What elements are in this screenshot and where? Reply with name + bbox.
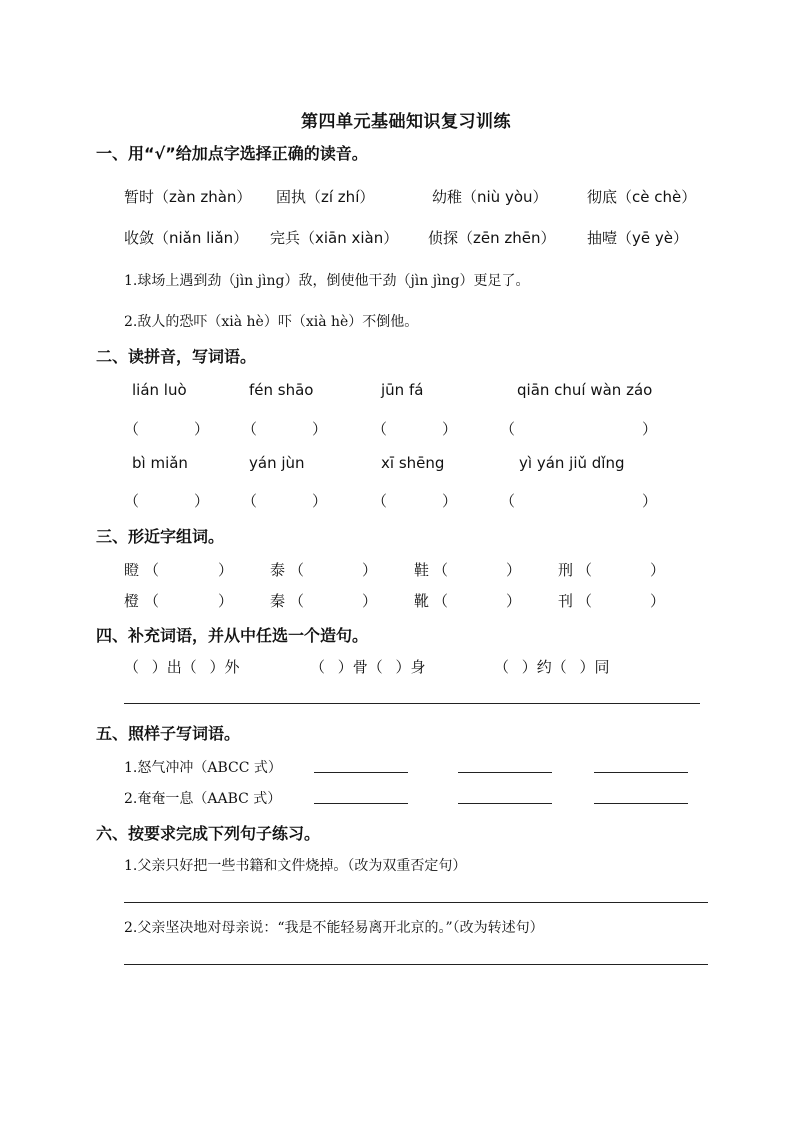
answer-close[interactable]: ） — [442, 492, 458, 510]
idiom-blank[interactable]: （ ）出（ ）外 — [124, 658, 240, 676]
answer-line[interactable] — [458, 772, 552, 773]
answer-line[interactable] — [124, 902, 708, 903]
pinyin: xī shēng — [381, 454, 445, 472]
answer-close[interactable]: ） — [312, 420, 328, 438]
s1-item: 固执（zí zhí） — [276, 188, 375, 206]
answer-close[interactable]: ） — [642, 420, 658, 438]
answer-open: （ — [500, 492, 516, 510]
answer-open: （ — [433, 592, 449, 610]
section-5-heading: 五、照样子写词语。 — [96, 724, 241, 743]
answer-open: （ — [242, 420, 258, 438]
answer-close[interactable]: ） — [442, 420, 458, 438]
s1-item: 收敛（niǎn liǎn） — [124, 229, 249, 247]
section-3-heading: 三、形近字组词。 — [96, 527, 225, 546]
answer-line[interactable] — [594, 772, 688, 773]
pinyin: qiān chuí wàn záo — [517, 381, 653, 399]
similar-char: 靴 — [414, 592, 430, 610]
s1-item: 抽噎（yē yè） — [587, 229, 688, 247]
section-2-heading: 二、读拼音，写词语。 — [96, 347, 257, 366]
answer-close[interactable]: ） — [642, 492, 658, 510]
answer-close[interactable]: ） — [362, 592, 378, 610]
s6-question-2: 2.父亲坚决地对母亲说：“我是不能轻易离开北京的。”（改为转述句） — [124, 920, 544, 936]
section-4-heading: 四、补充词语，并从中任选一个造句。 — [96, 626, 369, 645]
s1-item: 侦探（zēn zhēn） — [428, 229, 556, 247]
answer-close[interactable]: ） — [218, 561, 234, 579]
s5-question-1: 1.怒气冲冲（ABCC 式） — [124, 760, 282, 776]
answer-open: （ — [144, 592, 160, 610]
answer-close[interactable]: ） — [362, 561, 378, 579]
answer-open: （ — [577, 592, 593, 610]
idiom-blank[interactable]: （ ）约（ ）同 — [494, 658, 610, 676]
s1-question-2: 2.敌人的恐吓（xià hè）吓（xià hè）不倒他。 — [124, 314, 419, 330]
answer-close[interactable]: ） — [194, 492, 210, 510]
answer-open: （ — [500, 420, 516, 438]
s1-item: 暂时（zàn zhàn） — [124, 188, 252, 206]
s1-question-1: 1.球场上遇到劲（jìn jìng）敌，倒使他干劲（jìn jìng）更足了。 — [124, 273, 530, 289]
answer-close[interactable]: ） — [506, 561, 522, 579]
pinyin: lián luò — [132, 381, 187, 399]
pinyin: jūn fá — [381, 381, 424, 399]
section-1-heading: 一、用“√”给加点字选择正确的读音。 — [96, 144, 368, 163]
answer-line[interactable] — [124, 964, 708, 965]
page-title: 第四单元基础知识复习训练 — [301, 112, 511, 132]
idiom-blank[interactable]: （ ）骨（ ）身 — [310, 658, 426, 676]
pinyin: yán jùn — [249, 454, 305, 472]
answer-open: （ — [289, 561, 305, 579]
answer-close[interactable]: ） — [194, 420, 210, 438]
answer-line[interactable] — [314, 803, 408, 804]
answer-line[interactable] — [124, 703, 700, 704]
s6-question-1: 1.父亲只好把一些书籍和文件烧掉。（改为双重否定句） — [124, 858, 467, 874]
answer-open: （ — [372, 492, 388, 510]
s1-item: 完兵（xiān xiàn） — [270, 229, 399, 247]
pinyin: bì miǎn — [132, 454, 188, 472]
answer-open: （ — [433, 561, 449, 579]
section-6-heading: 六、按要求完成下列句子练习。 — [96, 824, 321, 843]
answer-close[interactable]: ） — [650, 561, 666, 579]
answer-close[interactable]: ） — [650, 592, 666, 610]
s1-item: 彻底（cè chè） — [587, 188, 697, 206]
answer-open: （ — [289, 592, 305, 610]
answer-open: （ — [577, 561, 593, 579]
pinyin: yì yán jiǔ dǐng — [519, 454, 625, 472]
similar-char: 泰 — [270, 561, 286, 579]
answer-close[interactable]: ） — [312, 492, 328, 510]
similar-char: 瞪 — [124, 561, 140, 579]
s5-question-2: 2.奄奄一息（AABC 式） — [124, 791, 282, 807]
answer-line[interactable] — [314, 772, 408, 773]
s1-item: 幼稚（niù yòu） — [432, 188, 548, 206]
answer-line[interactable] — [594, 803, 688, 804]
answer-close[interactable]: ） — [218, 592, 234, 610]
answer-open: （ — [242, 492, 258, 510]
answer-line[interactable] — [458, 803, 552, 804]
answer-open: （ — [124, 492, 140, 510]
similar-char: 鞋 — [414, 561, 430, 579]
answer-open: （ — [372, 420, 388, 438]
answer-open: （ — [144, 561, 160, 579]
similar-char: 橙 — [124, 592, 140, 610]
pinyin: fén shāo — [249, 381, 314, 399]
answer-open: （ — [124, 420, 140, 438]
answer-close[interactable]: ） — [506, 592, 522, 610]
similar-char: 秦 — [270, 592, 286, 610]
similar-char: 刑 — [558, 561, 574, 579]
similar-char: 刊 — [558, 592, 574, 610]
